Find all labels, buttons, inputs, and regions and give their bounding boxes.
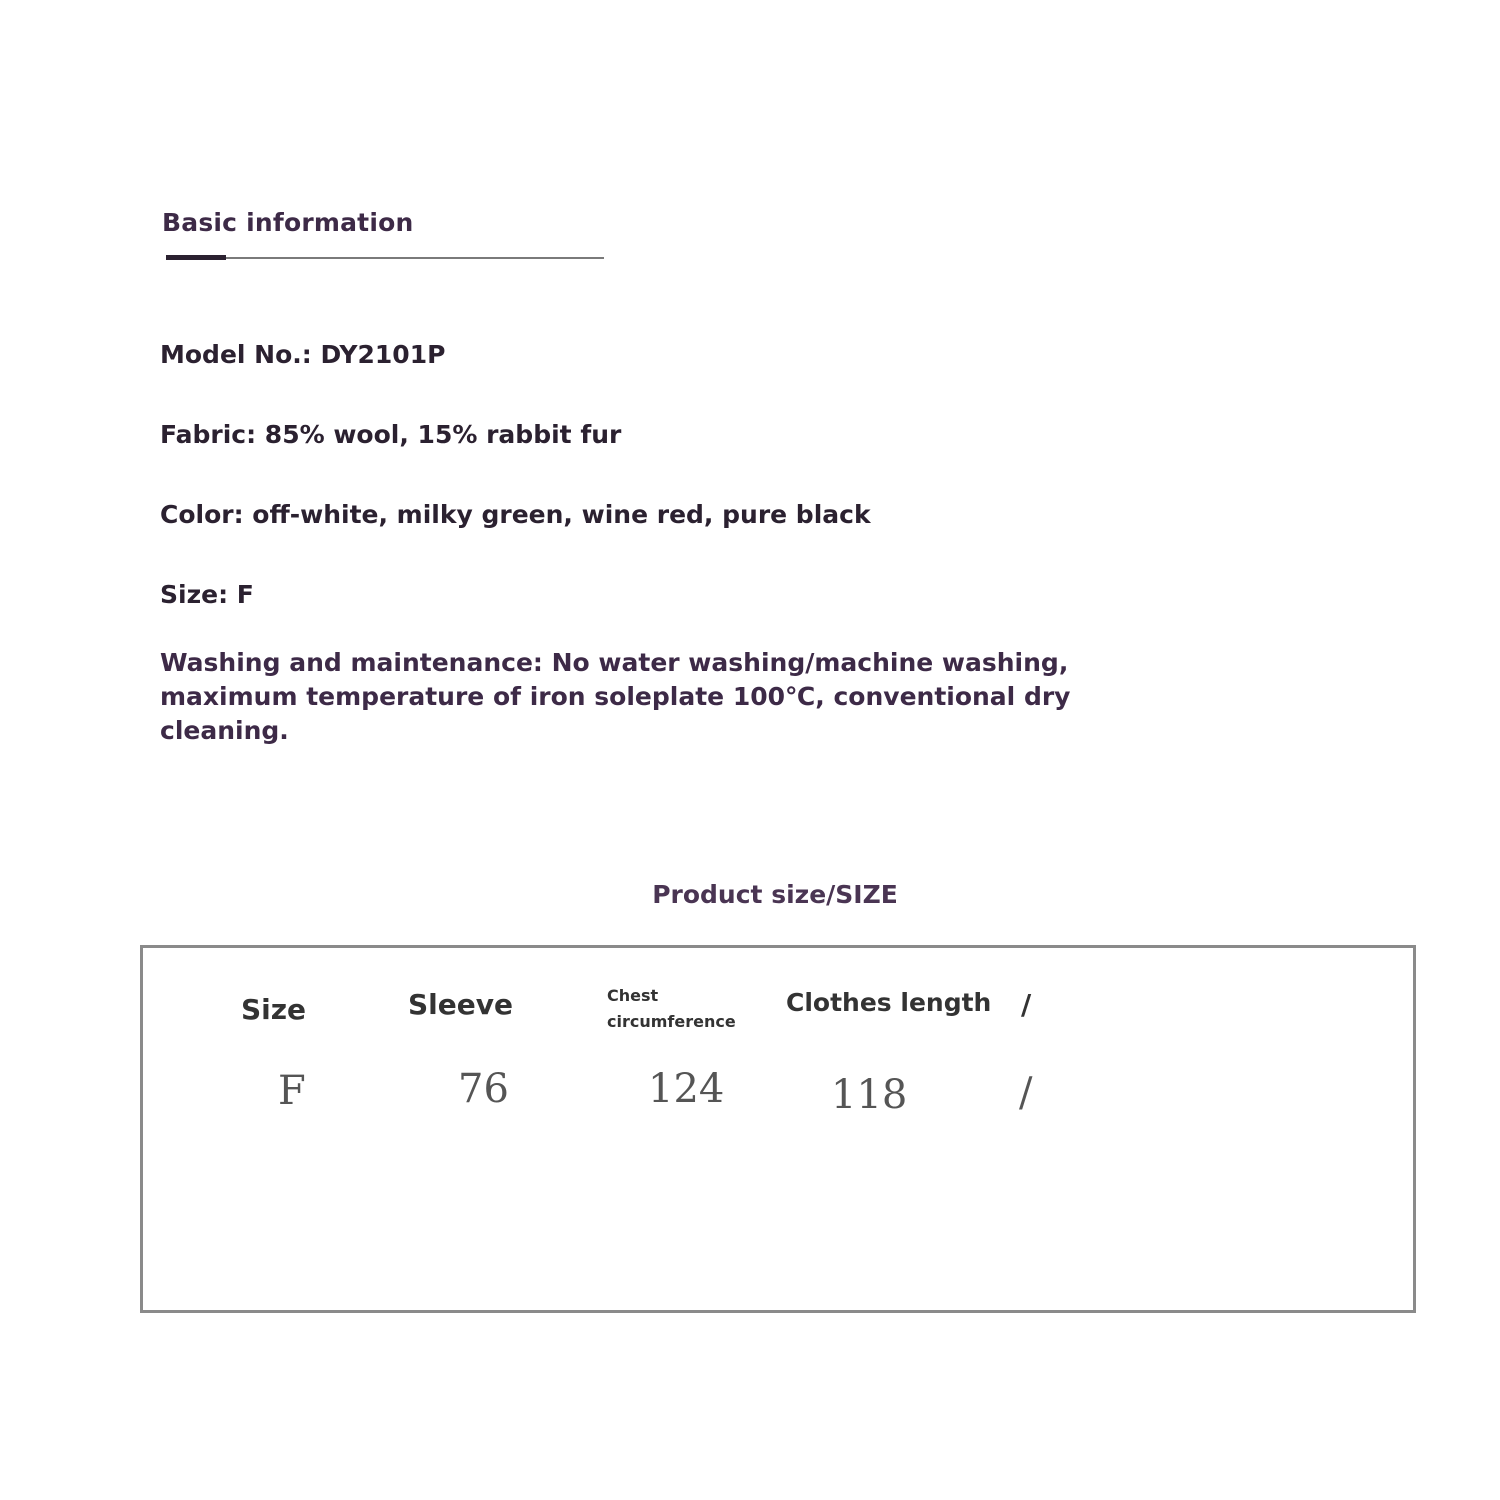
header-slash: / [1021, 988, 1032, 1021]
cell-chest: 124 [648, 1066, 725, 1112]
cell-sleeve: 76 [458, 1066, 509, 1112]
washing-info: Washing and maintenance: No water washing/machine washing, maximum temperature of iron soleplate 100℃, conventional dry cleaning. [160, 648, 1071, 745]
fabric-info: Fabric: 85% wool, 15% rabbit fur [160, 420, 622, 449]
section-title: Basic information [162, 208, 414, 237]
title-underline-accent [166, 255, 226, 260]
header-length: Clothes length [786, 988, 992, 1017]
header-size: Size [241, 993, 307, 1026]
header-chest: Chest circumference [607, 986, 736, 1031]
title-underline [166, 257, 604, 259]
header-sleeve: Sleeve [408, 988, 513, 1021]
model-number: Model No.: DY2101P [160, 340, 446, 369]
size-table-title: Product size/SIZE [652, 880, 898, 909]
size-table [140, 945, 1416, 1313]
cell-length: 118 [831, 1072, 908, 1118]
cell-slash: / [1019, 1070, 1033, 1116]
size-info: Size: F [160, 580, 254, 609]
cell-size: F [278, 1068, 306, 1114]
color-info: Color: off-white, milky green, wine red, pure black [160, 500, 871, 529]
